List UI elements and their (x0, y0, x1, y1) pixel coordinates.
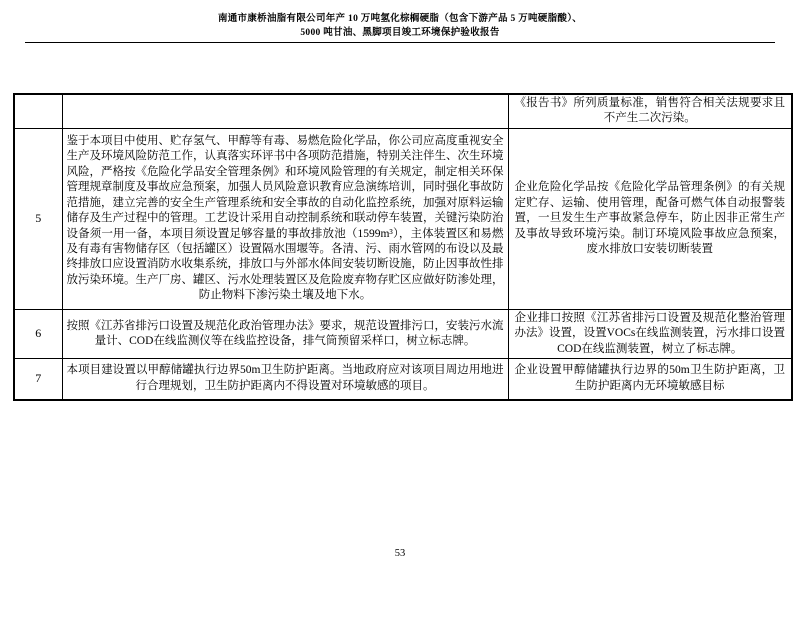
row-number-cell (14, 94, 62, 128)
document-header (0, 12, 800, 40)
requirement-cell: 按照《江苏省排污口设置及规范化政治管理办法》要求，规范设置排污口，安装污水流量计、COD在线监测仪等在线监控设备，排气筒预留采样口，树立标志牌。 (62, 309, 508, 358)
requirement-cell: 本项目建设置以甲醇储罐执行边界50m卫生防护距离。当地政府应对该项目周边用地进行合理规划，卫生防护距离内不得设置对环境敏感的项目。 (62, 359, 508, 400)
row-number-cell: 5 (14, 128, 62, 309)
header-title-line-1: 南通市康桥油脂有限公司年产 10 万吨氢化棕榈硬脂（包含下游产品 5 万吨硬脂酸）、 (217, 14, 583, 24)
table-row (14, 128, 792, 309)
header-divider (25, 42, 775, 43)
row-number-cell: 7 (14, 359, 62, 400)
status-cell: 企业设置甲醇储罐执行边界的50m卫生防护距离，卫生防护距离内无环境敏感目标 (508, 359, 792, 400)
table-row (14, 94, 792, 128)
page-number: 53 (394, 548, 406, 559)
table-row (14, 359, 792, 400)
requirement-cell: 鉴于本项目中使用、贮存氢气、甲醇等有毒、易燃危险化学品，你公司应高度重视安全生产及环境风险防范工作，认真落实环评书中各项防范措施，特别关注伴生、次生环境风险，严格按《危险化学品安全管理条例》和环境风险管理的有关规定，制定相关环保管理规章制度及事故应急预案，加强人员风险意识教育应急演练培训，同时强化事故防范措施，建立完善的安全生产管理系统和安全事故的自动化监控系统，加强对原料运输储存及生产过程中的管理。工艺设计采用自动控制系统和联动停车装置，关键污染防治设备须一用一备，本项目须设置足够容量的事故排放池（1599m³），主体装置区和易燃及有毒有害物储存区（包括罐区）设置隔水围堰等。各清、污、雨水管网的布设以及最终排放口应设置消防水收集系统，排放口与外部水体间安装切断设施，防止因事故性排放污染环境。生产厂房、罐区、污水处理装置区及危险废弃物存贮区应做好防渗处理，防止物料下渗污染土壤及地下水。 (62, 128, 508, 309)
status-cell: 《报告书》所列质量标准，销售符合相关法规要求且不产生二次污染。 (508, 94, 792, 128)
status-cell: 企业排口按照《江苏省排污口设置及规范化整治管理办法》设置，设置VOCs在线监测装置，污水排口设置COD在线监测装置，树立了标志牌。 (508, 309, 792, 358)
table-row (14, 309, 792, 358)
header-title-line-2: 5000 吨甘油、黑脚项目竣工环境保护验收报告 (300, 28, 500, 38)
requirement-cell (62, 94, 508, 128)
status-cell: 企业危险化学品按《危险化学品管理条例》的有关规定贮存、运输、使用管理，配备可燃气体自动报警装置，一旦发生生产事故紧急停车，防止因非正常生产及事故导致环境污染。制订环境风险事故应急预案，废水排放口安装切断装置 (508, 128, 792, 309)
requirements-status-table (13, 93, 793, 401)
row-number-cell: 6 (14, 309, 62, 358)
